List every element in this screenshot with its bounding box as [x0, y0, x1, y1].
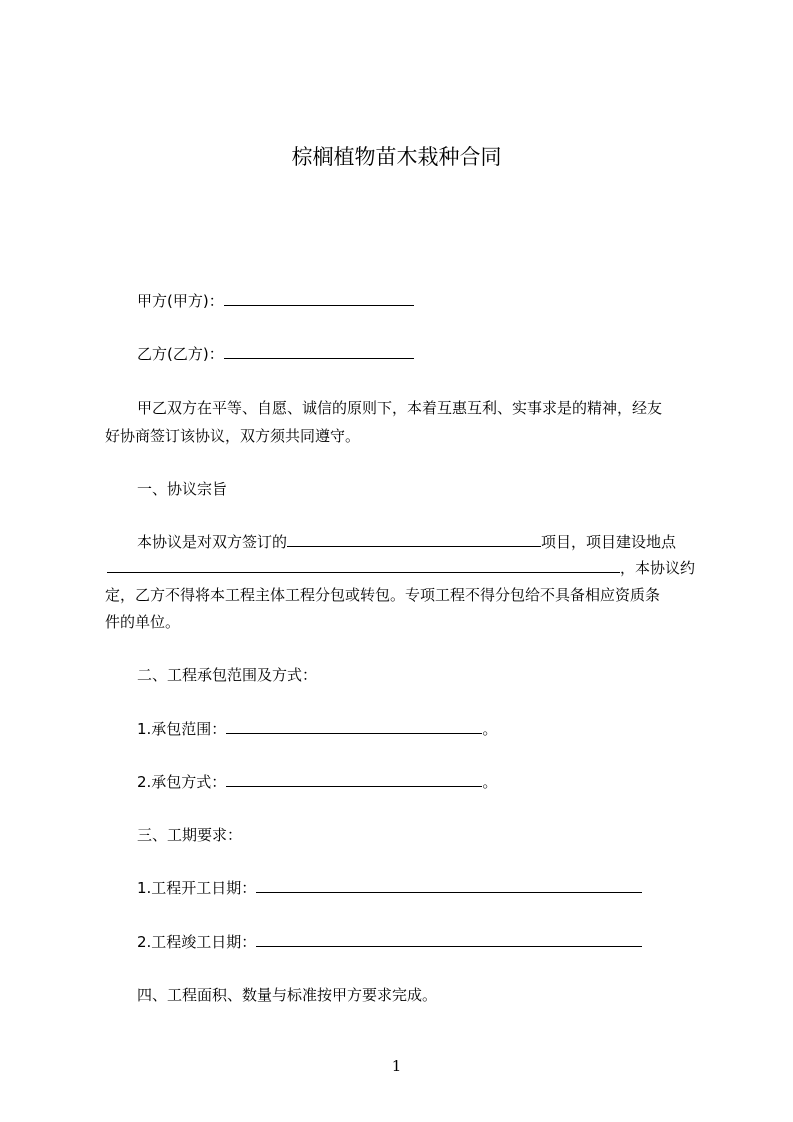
project-name-blank[interactable] — [287, 532, 541, 547]
project-location-blank[interactable] — [107, 558, 620, 573]
section-1-heading: 一、协议宗旨 — [137, 480, 228, 498]
section-1-line-2 — [107, 558, 695, 578]
party-b-label: 乙方(乙方)： — [137, 345, 224, 363]
party-b-line — [137, 344, 414, 364]
party-b-blank[interactable] — [224, 344, 414, 359]
contract-scope-line — [137, 719, 497, 739]
completion-date-label: 2.工程竣工日期： — [137, 933, 257, 951]
start-date-label: 1.工程开工日期： — [137, 879, 257, 897]
contract-method-label: 2.承包方式： — [137, 773, 227, 791]
period-mark: 。 — [482, 720, 498, 738]
contract-method-blank[interactable] — [226, 772, 482, 787]
project-location-text: 项目，项目建设地点 — [541, 533, 677, 551]
intro-line-2: 好协商签订该协议，双方须共同遵守。 — [105, 427, 361, 445]
agreement-intro-text: 本协议是对双方签订的 — [137, 533, 288, 551]
completion-date-line — [137, 932, 642, 952]
document-title: 棕榈植物苗木栽种合同 — [291, 145, 502, 169]
contract-scope-blank[interactable] — [226, 719, 482, 734]
party-a-blank[interactable] — [224, 291, 414, 306]
section-4-heading: 四、工程面积、数量与标准按甲方要求完成。 — [137, 986, 438, 1004]
contract-scope-label: 1.承包范围： — [137, 720, 227, 738]
period-mark: 。 — [482, 773, 498, 791]
section-3-heading: 三、工期要求： — [137, 826, 243, 844]
section-1-line-3: 定，乙方不得将本工程主体工程分包或转包。专项工程不得分包给不具备相应资质条 — [105, 586, 661, 604]
start-date-line — [137, 878, 642, 898]
agreement-stipulate-text: ，本协议约 — [620, 559, 696, 577]
section-2-heading: 二、工程承包范围及方式： — [137, 666, 318, 684]
contract-method-line — [137, 772, 497, 792]
start-date-blank[interactable] — [256, 878, 642, 893]
section-1-line-4: 件的单位。 — [105, 613, 181, 631]
party-a-label: 甲方(甲方)： — [137, 292, 224, 310]
party-a-line — [137, 291, 414, 311]
completion-date-blank[interactable] — [256, 932, 642, 947]
section-1-line-1 — [137, 532, 676, 552]
page-number: 1 — [391, 1057, 402, 1075]
intro-line-1: 甲乙双方在平等、自愿、诚信的原则下，本着互惠互利、实事求是的精神，经友 — [137, 399, 663, 417]
